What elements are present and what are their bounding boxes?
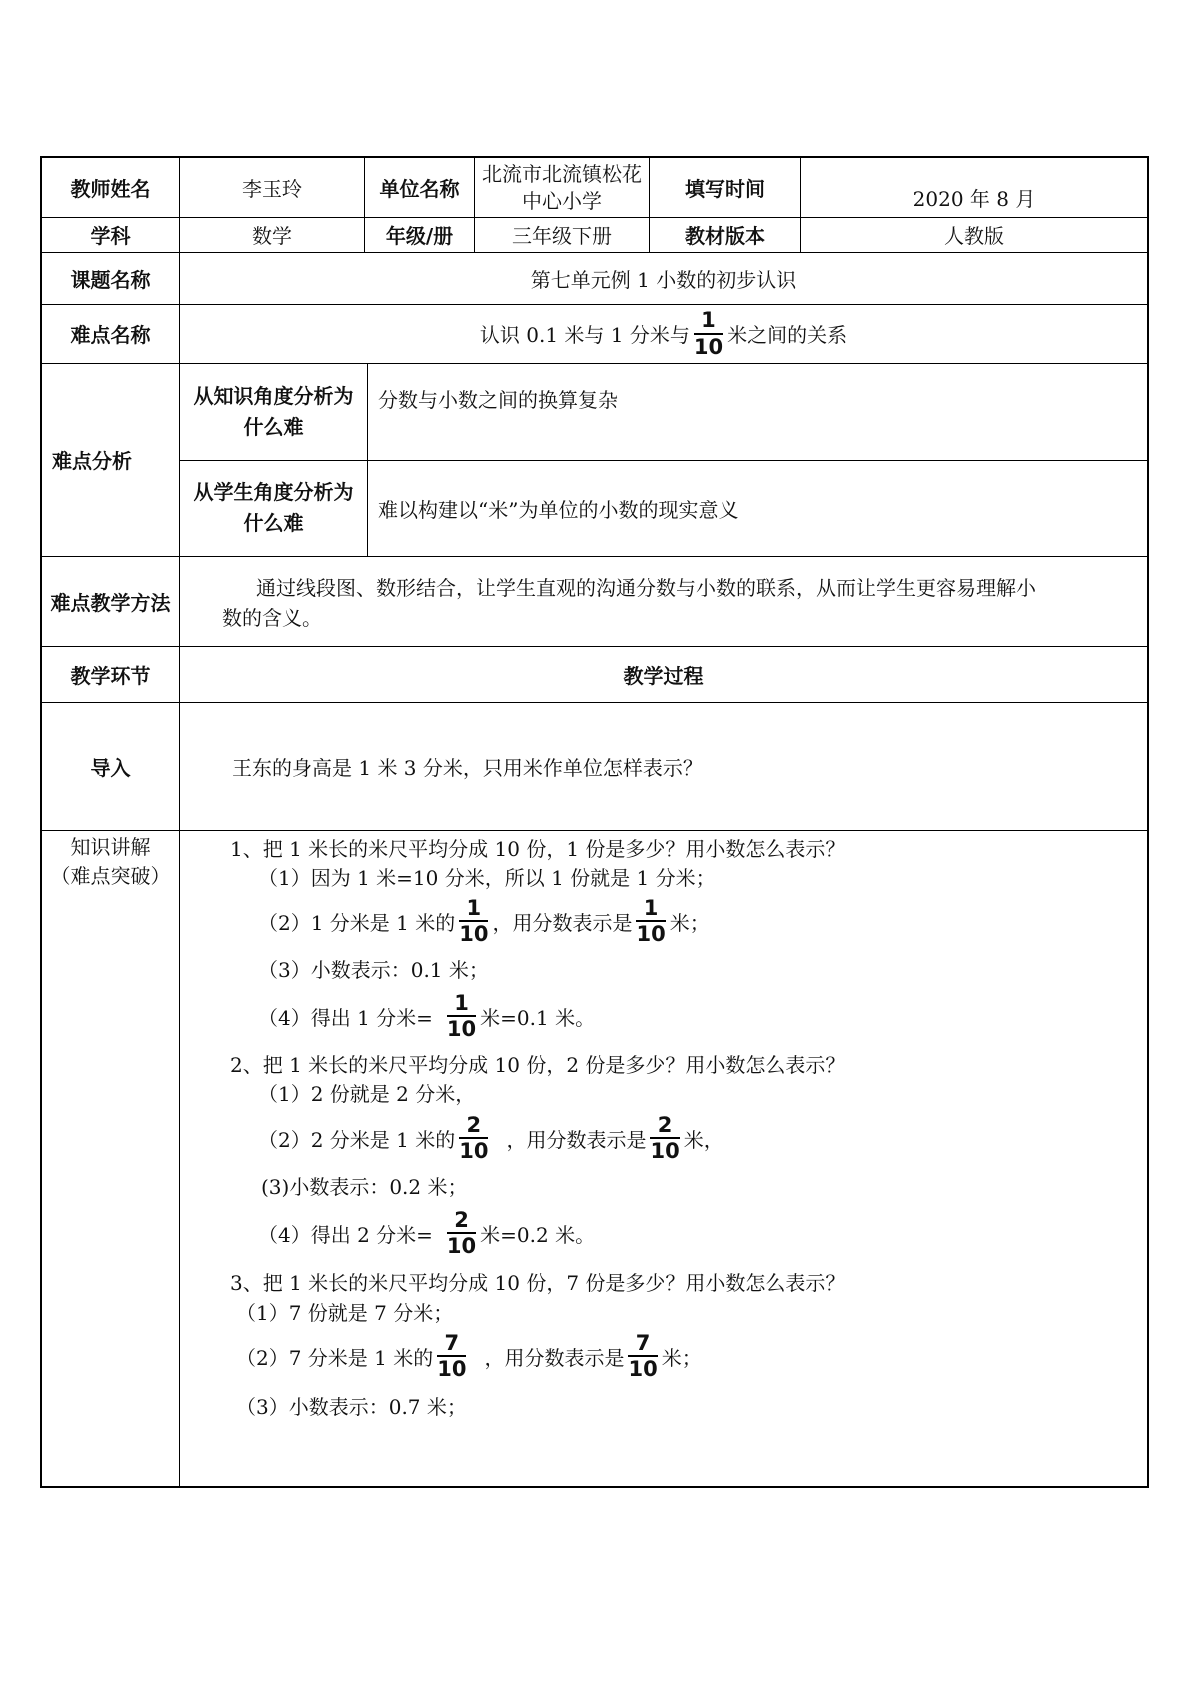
q3-fraction-a-den: 10 [437, 1357, 467, 1381]
grade-value: 三年级下册 [512, 224, 612, 248]
explain-label [42, 832, 179, 892]
q2-answer-2-post: 米， [683, 1127, 724, 1152]
difficulty-label: 难点名称 [70, 323, 151, 347]
q2-fraction-b [650, 1114, 679, 1162]
q2-answer-2-mid: ，用分数表示是 [506, 1127, 647, 1152]
grade-label: 年级/册 [385, 224, 454, 248]
topic-label: 课题名称 [70, 267, 151, 292]
process-header: 教学过程 [623, 663, 704, 688]
knowledge-angle-label [180, 363, 367, 460]
q3-fraction-b-den: 10 [628, 1357, 658, 1381]
q2-answer-4-post: 米=0.2 米。 [480, 1222, 596, 1247]
q1-answer-4 [258, 986, 595, 1046]
q2-fraction-c [447, 1209, 476, 1257]
q3-fraction-a-num: 7 [444, 1330, 460, 1355]
q1-answer-2-pre: （2）1 分米是 1 米的 [258, 910, 456, 935]
edition-label: 教材版本 [685, 224, 765, 248]
q3-answer-2-mid: ，用分数表示是 [484, 1345, 625, 1370]
explain-label-line-1: 知识讲解 [70, 835, 151, 859]
fraction-denominator: 10 [693, 334, 724, 359]
subject-label: 学科 [90, 224, 131, 248]
q3-answer-2 [236, 1326, 702, 1386]
question-3: 3、把 1 米长的米尺平均分成 10 份，7 份是多少？用小数怎么表示？ [230, 1270, 846, 1295]
q1-answer-3: （3）小数表示：0.1 米； [258, 957, 489, 982]
q3-fraction-b [628, 1332, 657, 1380]
q1-answer-2-mid: ，用分数表示是 [492, 910, 633, 935]
edition-value: 人教版 [944, 224, 1004, 248]
subject-value: 数学 [252, 224, 292, 248]
q1-fraction-a-num: 1 [466, 895, 482, 920]
q1-fraction-a-den: 10 [459, 922, 489, 946]
unit-name-line-1: 北流市北流镇松花 [482, 161, 642, 186]
q3-answer-2-post: 米； [661, 1345, 702, 1370]
q2-fraction-b-num: 2 [657, 1112, 673, 1137]
q2-answer-2 [258, 1108, 724, 1168]
fill-date-label: 填写时间 [685, 177, 765, 201]
q1-fraction-a [459, 897, 488, 945]
difficulty-suffix: 米之间的关系 [727, 323, 848, 347]
fraction-one-tenth [694, 309, 723, 357]
intro-label: 导入 [90, 755, 131, 780]
q2-answer-3: (3)小数表示：0.2 米； [261, 1174, 468, 1199]
teacher-name-label: 教师姓名 [70, 177, 151, 201]
q2-answer-1: （1）2 份就是 2 分米， [258, 1081, 476, 1106]
q1-fraction-c-den: 10 [446, 1017, 477, 1041]
unit-name-line-2: 中心小学 [522, 188, 602, 213]
q2-fraction-a-num: 2 [466, 1112, 482, 1137]
knowledge-angle-line-2: 什么难 [243, 414, 304, 439]
student-angle-label [180, 460, 367, 556]
q1-fraction-b-num: 1 [643, 895, 659, 920]
lesson-plan-table [40, 156, 1149, 1488]
process-stage-label: 教学环节 [70, 663, 151, 688]
method-label: 难点教学方法 [50, 590, 171, 615]
q3-answer-1: （1）7 份就是 7 分米； [236, 1300, 454, 1325]
q2-fraction-a [459, 1114, 488, 1162]
fraction-numerator: 1 [701, 308, 716, 333]
question-2: 2、把 1 米长的米尺平均分成 10 份，2 份是多少？用小数怎么表示？ [230, 1052, 846, 1077]
explain-label-line-2: （难点突破） [50, 864, 171, 888]
q1-fraction-b-den: 10 [636, 922, 666, 946]
q2-fraction-c-num: 2 [454, 1207, 469, 1232]
q1-answer-4-post: 米=0.1 米。 [480, 1005, 596, 1030]
intro-text: 王东的身高是 1 米 3 分米，只用米作单位怎样表示？ [232, 755, 703, 780]
question-1: 1、把 1 米长的米尺平均分成 10 份，1 份是多少？用小数怎么表示？ [230, 836, 846, 861]
method-line-2: 数的含义。 [222, 606, 322, 630]
q3-answer-3: （3）小数表示：0.7 米； [236, 1394, 467, 1419]
teacher-name-value: 李玉玲 [242, 177, 302, 201]
q1-answer-2 [258, 891, 710, 951]
q1-answer-1: （1）因为 1 米=10 分米，所以 1 份就是 1 分米； [258, 865, 716, 890]
q1-fraction-c-num: 1 [454, 990, 469, 1015]
q2-answer-2-pre: （2）2 分米是 1 米的 [258, 1127, 456, 1152]
student-angle-line-2: 什么难 [243, 511, 304, 535]
q1-answer-2-post: 米； [669, 910, 710, 935]
q2-answer-4-pre: （4）得出 2 分米= [258, 1222, 433, 1247]
q1-fraction-b [636, 897, 665, 945]
student-angle-line-1: 从学生角度分析为 [193, 480, 354, 504]
q2-fraction-c-den: 10 [446, 1234, 477, 1258]
q2-fraction-a-den: 10 [459, 1139, 489, 1163]
difficulty-value [180, 304, 1147, 363]
q1-answer-4-pre: （4）得出 1 分米= [258, 1005, 433, 1030]
q1-fraction-c [447, 992, 476, 1040]
fill-date-value: 2020 年 8 月 [912, 187, 1036, 211]
topic-value: 第七单元例 1 小数的初步认识 [530, 267, 797, 292]
q2-answer-4 [258, 1203, 595, 1263]
analysis-label: 难点分析 [52, 449, 132, 473]
knowledge-angle-value: 分数与小数之间的换算复杂 [378, 388, 618, 412]
unit-name-value [475, 158, 649, 217]
q3-fraction-a [437, 1332, 466, 1380]
q3-answer-2-pre: （2）7 分米是 1 米的 [236, 1345, 434, 1370]
unit-name-label: 单位名称 [379, 177, 460, 201]
student-angle-value: 难以构建以“米”为单位的小数的现实意义 [378, 497, 739, 522]
knowledge-angle-line-1: 从知识角度分析为 [193, 383, 354, 408]
method-line-1: 通过线段图、数形结合，让学生直观的沟通分数与小数的联系，从而让学生更容易理解小 [256, 576, 1036, 600]
difficulty-prefix: 认识 0.1 米与 1 分米与 [479, 323, 690, 347]
q2-fraction-b-den: 10 [650, 1139, 680, 1163]
q3-fraction-b-num: 7 [635, 1330, 651, 1355]
